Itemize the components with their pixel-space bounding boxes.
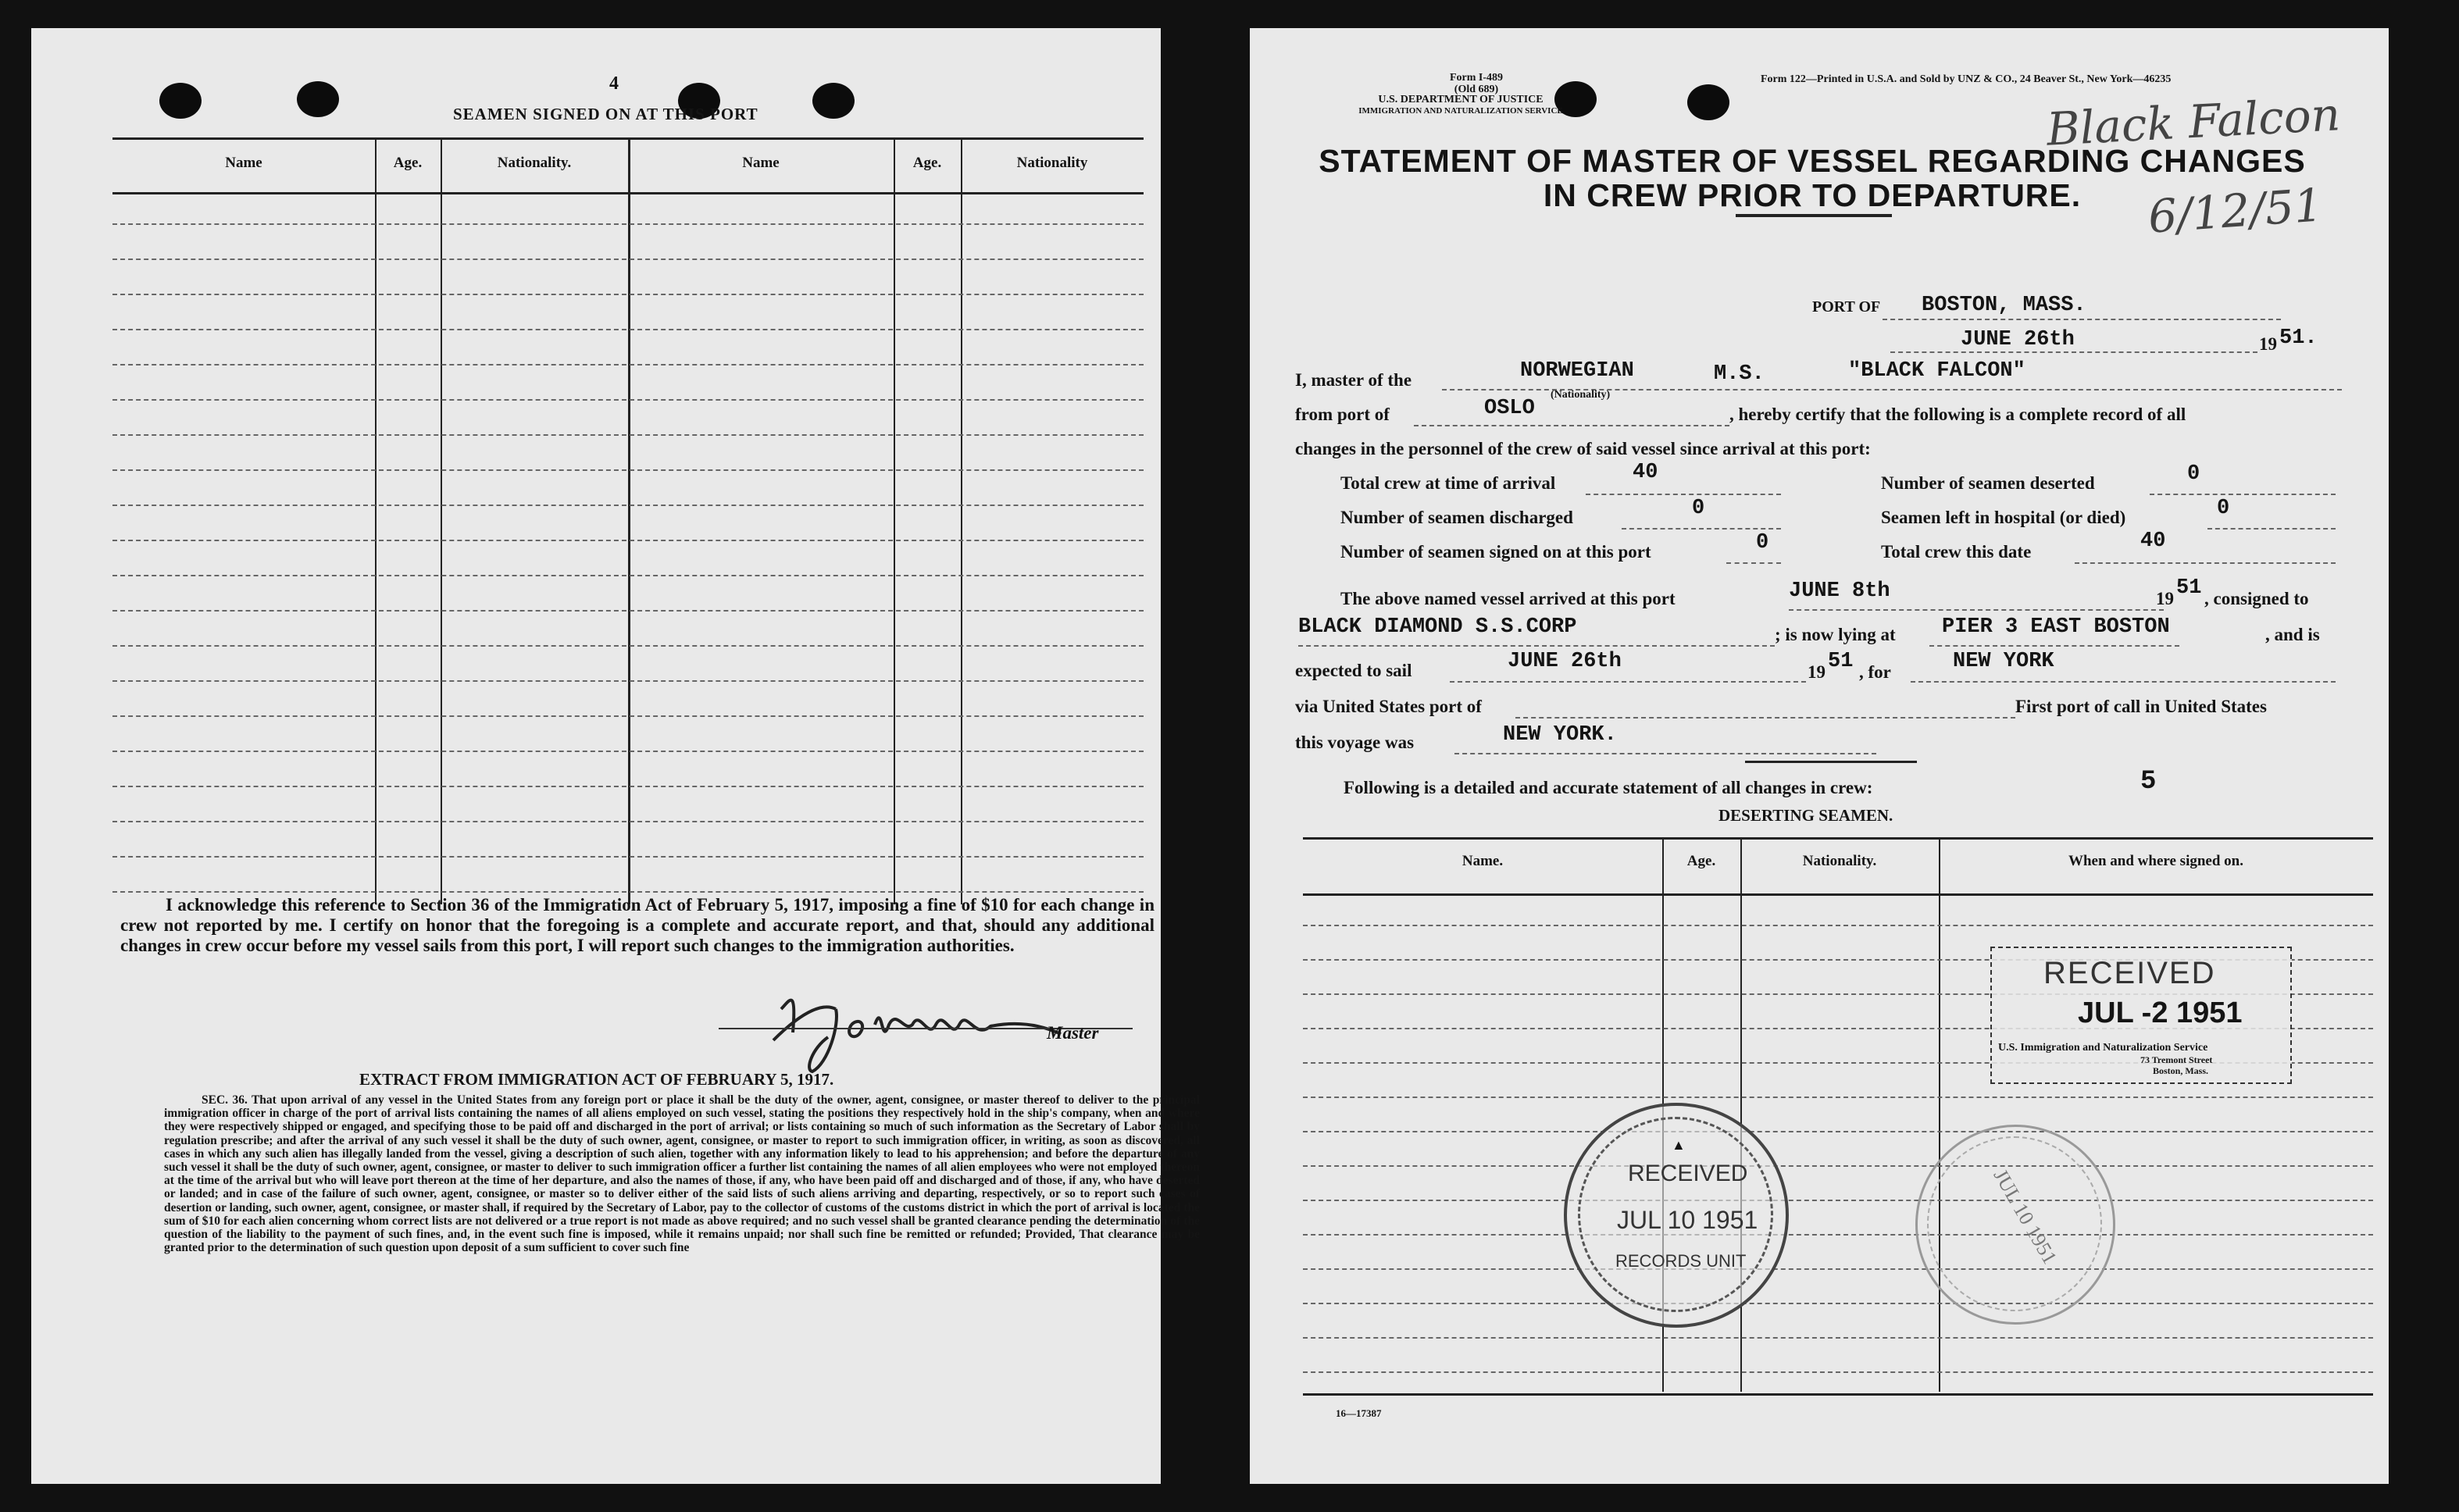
stamp2-received: RECEIVED [1628,1161,1748,1186]
table-row [1303,925,2373,926]
extract-text: SEC. 36. That upon arrival of any vessel in the United States from any foreign port or place it shall be the duty of the owner, agent, consignee, or master thereof to deliver to the principal immigration officer in charge of the port of arrival lists containing the names of all aliens employed on such vessel, stating the positions they respectively hold in the ship's company, when and where they were respectively shipped or engaged, and specifying those to be paid off and discharged in the port of arrival; or lists containing so much of such information as the Secretary of Labor shall by regulation prescribe; and after the arrival of any such vessel it shall be the duty of such owner, agent, consignee, or master to report to such immigration officer, in writing, as soon as discovered, all cases in which any such alien has illegally landed from the vessel, giving a description of such alien, together with any information likely to lead to his apprehension; and before the departure of any such vessel it shall be the duty of such owner, agent, consignee, or master to deliver to such immigration officer a further list containing the names of all alien employees who were not employed thereon at the time of the arrival but who will leave port thereon at the time of her departure, and also the names of those, if any, who have been paid off and discharged and of those, if any, who have deserted or landed; and in case of the failure of such owner, agent, consignee, or master so to deliver either of the said lists of such aliens arriving and departing, respectively, or so to report such cases of desertion or landing, such owner, agent, consignee, or master shall, if required by the Secretary of Labor, pay to the collector of customs of the customs district in which the port of arrival is located the sum of $10 for each alien concerning whom correct lists are not delivered or a true report is not made as above required; and no such vessel shall be granted clearance pending the determination of the question of the liability to the payment of such fines, and, in the event such fine is imposed, while it remains unpaid; nor shall such fine be remitted or refunded; Provided, That clearance may be granted prior to the determination of such question upon deposit of a sum sufficient to cover such fine [164,1093,1200,1255]
total-today-value: 40 [2140,530,2166,553]
table-row [112,294,1144,295]
acknowledgement-text: I acknowledge this reference to Section 36 of the Immigration Act of February 5, 1917, imposing a fine of $10 for each change in crew not reported by me. I certify on honor that the foregoing is a complete and accurate report, and that, should any additional changes in crew occur before my vessel sails from this port, I will report such changes to the immigration authorities. [120,895,1155,955]
lying-label: ; is now lying at [1775,625,1896,644]
signed-on-value: 0 [1756,531,1769,555]
punch-hole [812,83,855,119]
table-row [1303,1234,2373,1236]
table-row [1303,1200,2373,1201]
deserting-title: DESERTING SEAMEN. [1718,806,1893,825]
vessel-name: "BLACK FALCON" [1848,359,2025,383]
table-row [112,505,1144,506]
table-row [112,364,1144,366]
deserted-value: 0 [2187,462,2200,486]
table-row [112,680,1144,682]
table-row [112,575,1144,576]
punch-hole [159,83,202,119]
form-old-number: (Old 689) [1454,84,1499,95]
hospital-value: 0 [2217,497,2230,520]
sail-value: JUNE 26th [1508,650,1622,673]
stamp3-date: JUL 10 1951 [1989,1165,2062,1268]
stamp-city: Boston, Mass. [2153,1065,2209,1076]
table-row [112,540,1144,541]
expected-label: expected to sail [1295,661,1412,680]
table-row [112,645,1144,647]
title-line-1: STATEMENT OF MASTER OF VESSEL REGARDING CHANGES [1319,143,2306,179]
lying-value: PIER 3 EAST BOSTON [1942,615,2170,639]
punch-hole [297,81,339,117]
page-number: 4 [609,73,619,94]
table-row [112,469,1144,471]
stamp2-date: JUL 10 1951 [1617,1206,1758,1234]
stamp-address: 73 Tremont Street [2140,1054,2213,1065]
voyage-label: this voyage was [1295,733,1415,752]
arrived-year: 51 [2176,576,2202,600]
from-port-label: from port of [1295,405,1390,424]
punch-hole [1687,84,1729,120]
form-number: Form I-489 [1449,72,1504,84]
deserted-label: Number of seamen deserted [1881,473,2095,493]
master-label: Master [1047,1023,1099,1043]
section-title: SEAMEN SIGNED ON AT THIS PORT [453,105,758,123]
first-port-label: First port of call in United States [2015,697,2267,716]
stamp2-records-unit: RECORDS UNIT [1615,1251,1747,1271]
form-title [1289,144,2336,212]
voyage-value: NEW YORK. [1503,723,1617,747]
following-value: 5 [2140,767,2157,797]
nationality-caption: (Nationality) [1551,389,1611,401]
changes-text: changes in the personnel of the crew of said vessel since arrival at this port: [1295,439,1871,458]
table-row [112,434,1144,436]
consignee-value: BLACK DIAMOND S.S.CORP [1298,615,1577,639]
title-line-2: IN CREW PRIOR TO DEPARTURE. [1543,177,2082,213]
table-row [1303,1165,2373,1167]
stamp-arrow-icon: ▲ [1672,1137,1686,1153]
table-row [1303,1337,2373,1339]
arrived-label: The above named vessel arrived at this port [1340,589,1676,608]
total-today-label: Total crew this date [1881,542,2032,562]
table-row [1303,1268,2373,1270]
date-value: JUNE 26th [1961,328,2075,351]
handwritten-date: 6/12/51 [2146,178,2325,244]
table-row [112,891,1144,893]
service: IMMIGRATION AND NATURALIZATION SERVICE [1358,106,1563,116]
footer-code: 16—17387 [1336,1407,1382,1419]
printer-line: Form 122—Printed in U.S.A. and Sold by UNZ & CO., 24 Beaver St., New York—46235 [1761,73,2172,85]
col-age: Age. [1686,853,1716,869]
table-row [112,786,1144,787]
table-row [1303,1303,2373,1304]
stamp-date: JUL -2 1951 [2078,997,2243,1029]
port-of-value: BOSTON, MASS. [1922,294,2086,317]
nationality-value: NORWEGIAN [1520,359,1634,383]
table-row [112,399,1144,401]
total-arrival-value: 40 [1633,461,1658,484]
col-when-where: When and where signed on. [2068,853,2243,869]
records-unit-stamp [1564,1103,1789,1328]
table-row [112,856,1144,858]
stamp-received: RECEIVED [2043,956,2216,990]
year-prefix: 19 [2259,334,2277,354]
table-row [112,223,1144,225]
extract-title: EXTRACT FROM IMMIGRATION ACT OF FEBRUARY 5, 1917. [359,1070,834,1089]
table-row [112,715,1144,717]
master-label: I, master of the [1295,370,1412,390]
year-value: 51. [2279,326,2318,350]
table-row [1303,1097,2373,1098]
col-nationality: Nationality. [1802,853,1877,869]
handwritten-vessel: Black Falcon [2045,87,2342,156]
total-arrival-label: Total crew at time of arrival [1340,473,1556,493]
certify-text: , hereby certify that the following is a complete record of all [1729,405,2186,424]
form-number-block [1398,72,1554,95]
col-name-2: Name [742,155,780,171]
sail-year: 51 [1828,650,1854,673]
discharged-value: 0 [1692,497,1705,520]
stamp-service: U.S. Immigration and Naturalization Service [1998,1042,2208,1054]
right-page [1250,28,2389,1484]
faint-circular-stamp [1915,1125,2115,1325]
col-nationality: Nationality. [497,155,572,171]
table-row [1303,1131,2373,1132]
col-age: Age. [393,155,423,171]
consigned-label: , consigned to [2204,589,2309,608]
table-row [112,329,1144,330]
hospital-label: Seamen left in hospital (or died) [1881,508,2126,527]
table-row [112,821,1144,822]
arrived-year-prefix: 19 [2156,589,2174,608]
col-name: Name. [1461,853,1504,869]
ms-label: M.S. [1714,362,1765,386]
left-page [31,28,1200,1484]
col-age-2: Age. [912,155,942,171]
signed-on-label: Number of seamen signed on at this port [1340,542,1651,562]
department: U.S. DEPARTMENT OF JUSTICE [1378,94,1544,105]
and-is-label: , and is [2265,625,2320,644]
arrived-value: JUNE 8th [1789,579,1890,603]
col-name: Name [225,155,262,171]
for-label: , for [1859,662,1891,682]
table-row [112,751,1144,752]
via-label: via United States port of [1295,697,1482,716]
department-block [1320,94,1601,116]
port-of-label: PORT OF [1812,298,1881,316]
discharged-label: Number of seamen discharged [1340,508,1573,527]
following-label: Following is a detailed and accurate statement of all changes in crew: [1344,778,1873,797]
received-stamp [1990,947,2292,1084]
table-row [112,259,1144,260]
col-nationality-2: Nationality [1016,155,1088,171]
table-row [1303,1371,2373,1373]
from-port-value: OSLO [1484,397,1535,420]
sail-year-prefix: 19 [1808,662,1826,682]
table-row [112,610,1144,612]
for-value: NEW YORK [1953,650,2054,673]
